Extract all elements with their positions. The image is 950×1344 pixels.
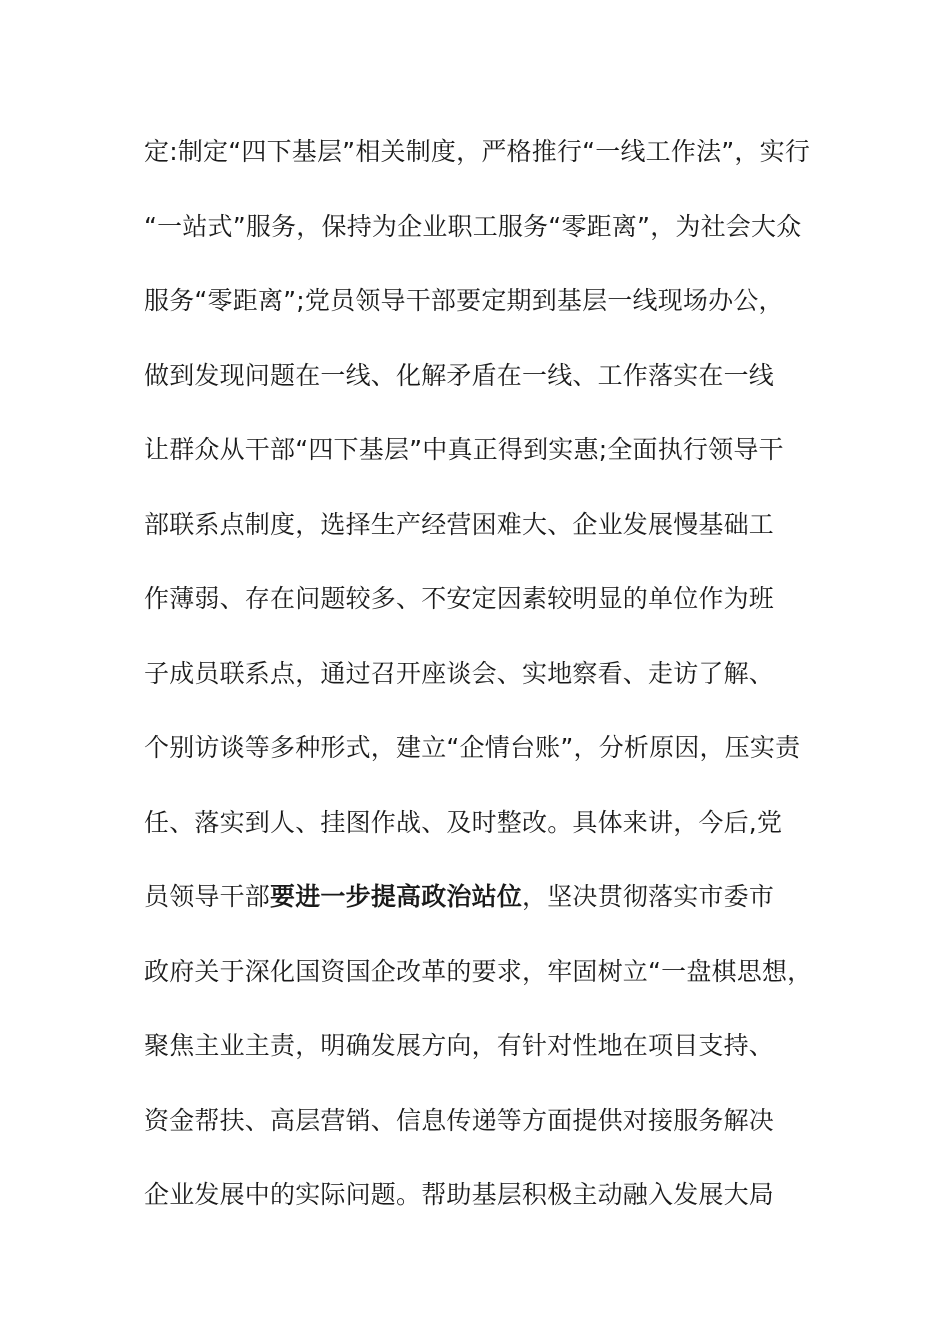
text-line-8: 子成员联系点，通过召开座谈会、实地察看、走访了解、 bbox=[144, 658, 775, 688]
text-line-4: 做到发现问题在一线、化解矛盾在一线、工作落实在一线 bbox=[144, 360, 775, 390]
text-line-11 bbox=[144, 873, 844, 948]
text-line-10: 任、落实到人、挂图作战、及时整改。具体来讲，今后,党 bbox=[144, 807, 783, 837]
text-line-9: 个别访谈等多种形式，建立“企情台账”，分析原因，压实责 bbox=[144, 733, 801, 762]
body-text bbox=[144, 128, 844, 1246]
text-line-3: 服务“零距离”;党员领导干部要定期到基层一线现场办公， bbox=[144, 286, 784, 315]
text-line-5: 让群众从干部“四下基层”中真正得到实惠;全面执行领导干 bbox=[144, 435, 784, 464]
text-line-6: 部联系点制度，选择生产经营困难大、企业发展慢基础工 bbox=[144, 509, 775, 539]
text-line-11-bold: 要进一步提高政治站位 bbox=[270, 882, 523, 911]
text-line-13: 聚焦主业主责，明确发展方向，有针对性地在项目支持、 bbox=[144, 1031, 775, 1060]
text-line-12: 政府关于深化国资国企改革的要求，牢固树立“一盘棋思想， bbox=[144, 956, 813, 986]
text-line-15: 企业发展中的实际问题。帮助基层积极主动融入发展大局 bbox=[144, 1180, 775, 1209]
text-line-11-after: ，坚决贯彻落实市委市 bbox=[522, 882, 775, 911]
text-line-2: “一站式”服务，保持为企业职工服务“零距离”，为社会大众 bbox=[144, 211, 802, 241]
text-line-1: 定:制定“四下基层”相关制度，严格推行“一线工作法”，实行 bbox=[144, 137, 811, 166]
text-line-7: 作薄弱、存在问题较多、不安定因素较明显的单位作为班 bbox=[144, 584, 775, 613]
text-line-14: 资金帮扶、高层营销、信息传递等方面提供对接服务解决 bbox=[144, 1105, 775, 1135]
text-line-11-before: 员领导干部 bbox=[144, 882, 271, 911]
